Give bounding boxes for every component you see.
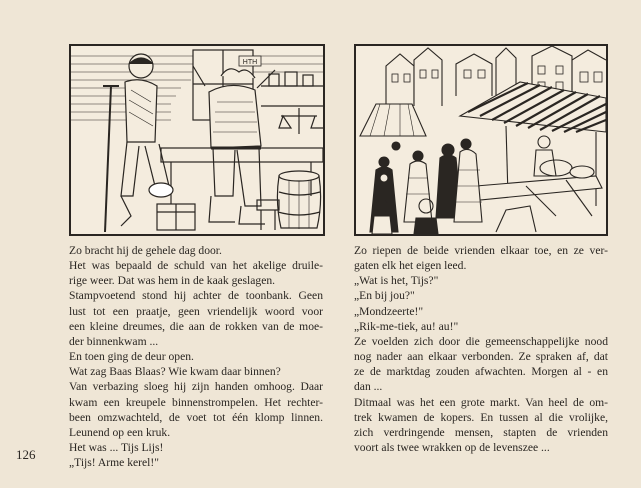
right-line-11: Ditmaal was het een grote markt. Van heel de om-	[354, 395, 608, 409]
left-line-6: een kleine dreumes, die aan de rokken van de moe-	[69, 319, 323, 333]
right-text-column	[354, 243, 608, 455]
right-line-9: ze de marktdag zouden afwachten. Morgen al - en	[354, 365, 608, 379]
left-line-15: „Tijs! Arme kerel!"	[69, 456, 159, 470]
left-line-7: der binnenkwam ...	[69, 334, 159, 348]
illustration-shop-scene	[69, 44, 325, 236]
right-line-12: trek kwamen de kopers. En tussen al die vrolijke,	[354, 410, 608, 424]
left-line-5: lust tot een praatje, geen vriendelijk woord voor	[69, 304, 323, 318]
left-line-13: Leunend op een kruk.	[69, 425, 171, 439]
right-line-7: Ze voelden zich door die gemeenschappelijke nood	[354, 334, 608, 348]
illustration-market-scene	[354, 44, 608, 236]
left-text-column	[69, 243, 323, 470]
right-line-8: nog nader aan elkaar verbonden. Ze spraken af, dat	[354, 350, 608, 364]
left-line-14: Het was ... Tijs Lijs!	[69, 441, 164, 455]
left-line-11: kwam een kreupele binnenstrompelen. Het rechter-	[69, 395, 323, 409]
left-line-3: rige weer. Dat was hem in de kaak geslagen.	[69, 274, 276, 288]
shop-sign-text: HTH	[242, 59, 258, 66]
right-line-10: dan ...	[354, 380, 383, 394]
right-line-4: „En bij jou?"	[354, 289, 415, 303]
left-line-2: Het was bepaald de schuld van het akelige druile-	[69, 259, 323, 273]
right-line-14: voort als twee wrakken op de levenszee ...	[354, 441, 550, 455]
right-line-13: zich verdringende mensen, stapten de vrienden	[354, 425, 608, 439]
right-line-3: „Wat is het, Tijs?"	[354, 274, 439, 288]
left-line-12: been omzwachteld, de voet tot één klomp linnen.	[69, 410, 323, 424]
shop-scene-drawing	[71, 46, 323, 234]
right-line-1: Zo riepen de beide vrienden elkaar toe, en ze ver-	[354, 244, 608, 257]
page-number: 126	[16, 447, 36, 462]
left-line-8: En toen ging de deur open.	[69, 350, 194, 364]
left-line-9: Wat zag Baas Blaas? Wie kwam daar binnen?	[69, 365, 281, 379]
right-line-6: „Rik-me-tiek, au! au!"	[354, 319, 459, 333]
left-line-1: Zo bracht hij de gehele dag door.	[69, 244, 222, 257]
right-line-2: gaten elk het eigen leed.	[354, 259, 467, 273]
market-scene-drawing	[356, 46, 606, 234]
right-line-5: „Mondzeerte!"	[354, 304, 424, 318]
left-line-10: Van verbazing sloeg hij zijn handen omhoog. Daar	[69, 380, 323, 394]
left-line-4: Stampvoetend stond hij achter de toonbank. Geen	[69, 289, 323, 303]
